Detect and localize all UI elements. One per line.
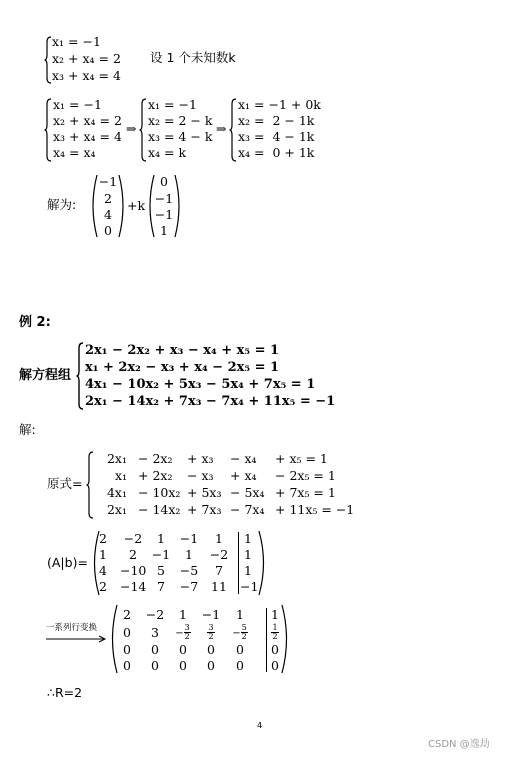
- matrix-cell: 2: [129, 547, 137, 562]
- answer-label: 解:: [19, 422, 36, 437]
- equation-line: x₁ = −1: [148, 97, 197, 112]
- matrix-cell: 3: [151, 625, 159, 640]
- equation-line: x₃ = 4 − 1k: [238, 129, 315, 144]
- rank-statement: ∴R=2: [47, 685, 83, 700]
- left-brace-icon: [76, 342, 84, 410]
- equation-line: x₃ + x₄ = 4: [52, 68, 121, 83]
- vector-entry: 2: [104, 191, 112, 206]
- matrix-cell: −2: [209, 547, 229, 562]
- equation-line: x₁ + 2x₂ − x₃ + x₄ − 2x₅ = 1: [85, 360, 280, 375]
- matrix-cell: 0: [179, 658, 187, 673]
- matrix-cell: 1: [99, 547, 107, 562]
- unknown-note: 设 1 个未知数k: [150, 50, 236, 65]
- page-number: 4: [257, 721, 263, 730]
- equation-term: + x₃: [187, 451, 214, 466]
- equation-term: 4x₁: [106, 485, 127, 500]
- matrix-cell: −7: [179, 579, 199, 594]
- augmented-rhs: [240, 532, 260, 596]
- equation-term: + x₄: [230, 468, 257, 483]
- right-paren-icon: [174, 174, 184, 238]
- equation-line: x₂ + x₄ = 2: [53, 113, 122, 128]
- equation-term: + 7x₃: [187, 502, 222, 517]
- example-heading: 例 2:: [19, 315, 51, 330]
- matrix-cell: −5: [179, 563, 199, 578]
- matrix-cell: 1: [179, 607, 187, 622]
- vector-entry: −1: [154, 207, 174, 222]
- vector-entry: 1: [160, 223, 168, 238]
- equation-line: x₂ + x₄ = 2: [52, 51, 121, 66]
- matrix-cell: − $\frac{3}{2}$: [175, 623, 190, 641]
- equation-term: + 2x₂: [138, 468, 173, 483]
- equation-line: x₁ = −1: [52, 34, 101, 49]
- matrix-cell: −2: [123, 531, 143, 546]
- equation-term: + x₅ = 1: [275, 451, 328, 466]
- matrix-cell: 5: [157, 563, 165, 578]
- matrix-cell: 0: [236, 642, 244, 657]
- solution-label: 解为:: [47, 197, 77, 212]
- matrix-cell: 1: [157, 531, 165, 546]
- equation-line: 2x₁ − 14x₂ + 7x₃ − 7x₄ + 11x₅ = −1: [85, 394, 336, 409]
- matrix-cell: −10: [120, 563, 147, 578]
- matrix-cell: −1: [151, 547, 171, 562]
- matrix-cell: 0: [123, 658, 131, 673]
- equation-line: x₁ = −1 + 0k: [238, 97, 321, 112]
- equation-term: 2x₁: [106, 451, 127, 466]
- equation-term: − 10x₂: [138, 485, 181, 500]
- equation-line: x₃ + x₄ = 4: [53, 129, 122, 144]
- equation-line: x₄ = x₄: [53, 145, 96, 160]
- equation-term: − x₄: [230, 451, 257, 466]
- left-brace-icon: [44, 36, 52, 84]
- equation-term: − 14x₂: [138, 502, 181, 517]
- matrix-cell: −14: [120, 579, 147, 594]
- matrix-cell: 0: [207, 658, 215, 673]
- right-paren-icon: [258, 530, 268, 596]
- matrix-cell: 0: [123, 625, 131, 640]
- matrix-cell: 0: [151, 658, 159, 673]
- matrix-cell: 0: [207, 642, 215, 657]
- right-arrow-icon: [46, 635, 108, 643]
- left-brace-icon: [229, 98, 237, 162]
- vector-entry: 4: [104, 207, 112, 222]
- vector-entry: −1: [98, 174, 118, 189]
- matrix-cell: 1: [215, 531, 223, 546]
- matrix-cell: 11: [211, 579, 227, 594]
- left-brace-icon: [139, 98, 147, 162]
- matrix-cell: 0: [271, 658, 279, 673]
- equation-line: 2x₁ − 2x₂ + x₃ − x₄ + x₅ = 1: [85, 343, 280, 358]
- equation-line: x₃ = 4 − k: [148, 129, 213, 144]
- equation-term: − x₃: [187, 468, 214, 483]
- matrix-cell: 2: [123, 607, 131, 622]
- matrix-cell: −1: [240, 579, 259, 594]
- matrix-cell: 1: [236, 607, 244, 622]
- matrix-cell: −1: [201, 607, 221, 622]
- matrix-cell: 1: [244, 547, 252, 562]
- plus-k: +k: [127, 198, 146, 213]
- equation-term: − 2x₅ = 1: [275, 468, 336, 483]
- matrix-cell: −1: [179, 531, 199, 546]
- equation-line: x₁ = −1: [53, 97, 102, 112]
- equation-line: x₄ = k: [148, 145, 187, 160]
- right-paren-icon: [281, 604, 291, 674]
- transform-label: 一系列行变换: [46, 623, 98, 633]
- system-label: 解方程组: [19, 368, 72, 383]
- matrix-cell: 2: [99, 579, 107, 594]
- watermark: CSDN @逸劫: [428, 739, 490, 750]
- equation-line: x₄ = 0 + 1k: [238, 145, 315, 160]
- implies-arrow: ⇒: [216, 121, 227, 136]
- reduced-matrix: [116, 607, 266, 673]
- vector-entry: 0: [104, 223, 112, 238]
- equation-term: − 5x₄: [230, 485, 265, 500]
- equation-term: + 11x₅ = −1: [275, 502, 355, 517]
- equation-term: x₁: [114, 468, 127, 483]
- equation-term: + 5x₃: [187, 485, 222, 500]
- implies-arrow: ⇒: [126, 121, 137, 136]
- matrix-cell: 7: [157, 579, 165, 594]
- vector-entry: 0: [160, 174, 168, 189]
- equation-term: + 7x₅ = 1: [275, 485, 336, 500]
- augmented-divider: [238, 532, 239, 594]
- equation-line: 4x₁ − 10x₂ + 5x₃ − 5x₄ + 7x₅ = 1: [85, 377, 316, 392]
- matrix-cell: 2: [99, 531, 107, 546]
- matrix-cell: 0: [151, 642, 159, 657]
- equation-term: − 7x₄: [230, 502, 265, 517]
- equation-line: x₂ = 2 − k: [148, 113, 213, 128]
- matrix-cell: − $\frac{5}{2}$: [232, 623, 247, 641]
- matrix-cell: 1: [244, 563, 252, 578]
- matrix-cell: 0: [123, 642, 131, 657]
- matrix-cell: 0: [271, 642, 279, 657]
- left-brace-icon: [44, 98, 52, 162]
- original-label: 原式=: [47, 476, 83, 491]
- matrix-cell: 1: [244, 531, 252, 546]
- matrix-cell: 4: [99, 563, 107, 578]
- matrix-cell: 7: [215, 563, 223, 578]
- reduced-divider: [266, 608, 267, 672]
- matrix-cell: $\frac{3}{2}$: [208, 623, 214, 641]
- matrix-cell: $\frac{1}{2}$: [272, 623, 278, 641]
- augmented-label: (A|b)=: [47, 555, 88, 570]
- equation-line: x₂ = 2 − 1k: [238, 113, 315, 128]
- equation-term: − 2x₂: [138, 451, 173, 466]
- vector-entry: −1: [154, 191, 174, 206]
- matrix-cell: 0: [236, 658, 244, 673]
- matrix-cell: −2: [145, 607, 165, 622]
- equation-term: 2x₁: [106, 502, 127, 517]
- matrix-cell: 1: [185, 547, 193, 562]
- matrix-cell: 1: [271, 607, 279, 622]
- matrix-cell: 0: [179, 642, 187, 657]
